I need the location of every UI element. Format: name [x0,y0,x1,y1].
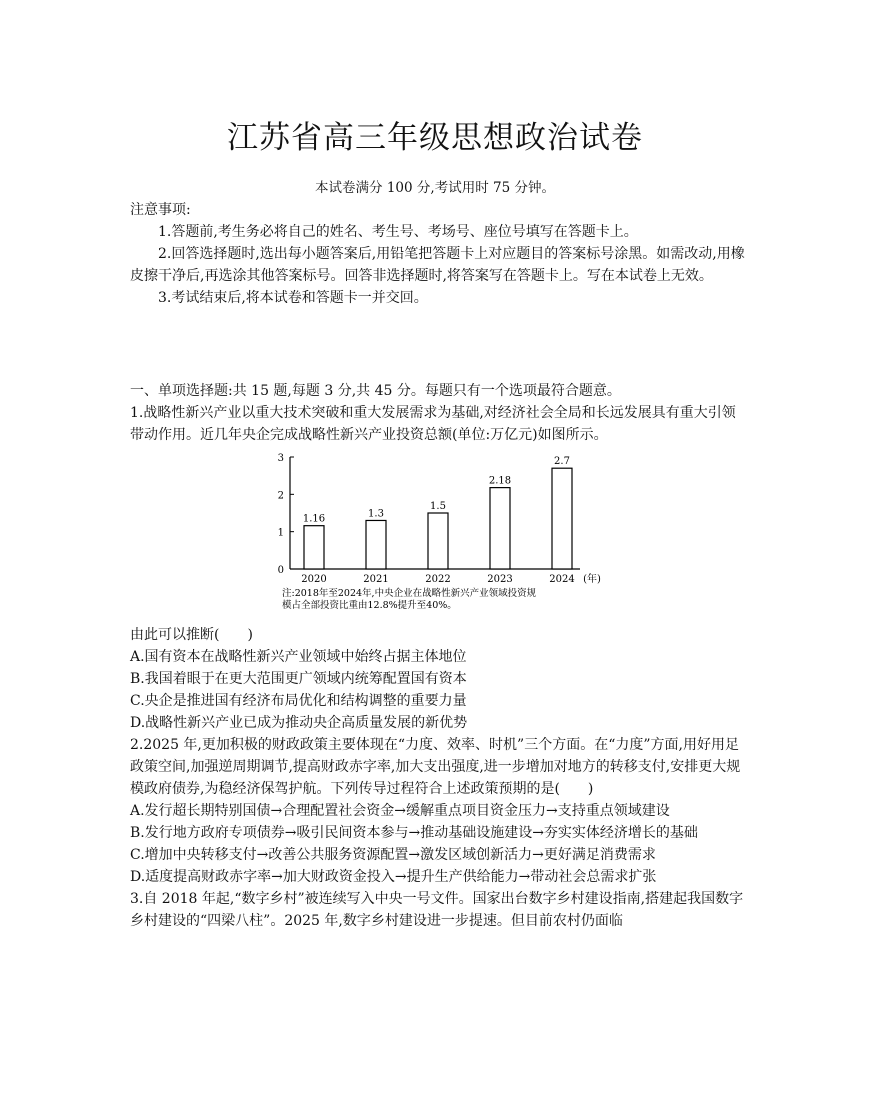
note-item: 1.答题前,考生务必将自己的姓名、考生号、考场号、座位号填写在答题卡上。 [158,224,638,240]
exam-title: 江苏省高三年级思想政治试卷 [227,120,643,156]
notes-section [130,199,745,309]
chart-note-line: 注:2018年至2024年,中央企业在战略性新兴产业领域投资规 [282,588,537,599]
question-1-section [130,380,745,446]
y-tick-label: 1 [277,527,284,539]
y-tick-label: 0 [277,565,284,576]
bar-value-label: 1.16 [302,513,326,525]
question-2-option: C.增加中央转移支付→改善公共服务资源配置→激发区域创新活力→更好满足消费需求 [130,847,656,863]
question-2-option: D.适度提高财政赤字率→加大财政资金投入→提升生产供给能力→带动社会总需求扩张 [130,869,657,885]
bar-value-label: 2.18 [488,475,512,487]
question-1-option: B.我国着眼于在更大范围更广领域内统筹配置国有资本 [130,671,467,687]
question-3-stem: 3.自 2018 年起,“数字乡村”被连续写入中央一号文件。国家出台数字乡村建设指南,搭建起我国数字乡村建设的“四梁八柱”。2025 年,数字乡村建设进一步提速。但目前农村仍面临 [130,891,744,929]
x-unit-label: (年) [583,574,601,585]
bar [552,468,572,569]
bar-value-label: 2.7 [554,456,570,468]
bar [304,526,324,569]
y-tick-label: 2 [277,490,284,502]
exam-subtitle: 本试卷满分 100 分,考试用时 75 分钟。 [315,180,555,196]
question-1-option: D.战略性新兴产业已成为推动央企高质量发展的新优势 [130,715,468,731]
note-item: 2.回答选择题时,选出每小题答案后,用铅笔把答题卡上对应题目的答案标号涂黑。如需改动,用橡皮擦干净后,再选涂其他答案标号。回答非选择题时,将答案写在答题卡上。写在本试卷上无效。 [130,246,745,284]
notes-heading: 注意事项: [130,202,191,218]
question-1-prompt: 由此可以推断( ) [130,627,253,643]
section-heading: 一、单项选择题:共 15 题,每题 3 分,共 45 分。每题只有一个选项最符合题意。 [130,383,621,399]
investment-bar-chart [260,449,620,619]
x-tick-label: 2023 [487,574,513,585]
bar-value-label: 1.3 [368,508,384,520]
chart-note-line: 模占全部投资比重由12.8%提升至40%。 [282,600,457,611]
y-tick-label: 3 [277,453,284,464]
x-tick-label: 2024 [549,574,575,585]
x-tick-label: 2022 [425,574,451,585]
bar [428,513,448,569]
bar-value-label: 1.5 [430,501,446,512]
question-2-option: A.发行超长期特别国债→合理配置社会资金→缓解重点项目资金压力→支持重点领域建设 [130,803,670,819]
question-2-option: B.发行地方政府专项债券→吸引民间资本参与→推动基础设施建设→夯实实体经济增长的基础 [130,825,698,841]
bar [490,488,510,569]
x-tick-label: 2021 [363,574,389,585]
question-1-stem: 1.战略性新兴产业以重大技术突破和重大发展需求为基础,对经济社会全局和长远发展具有重大引领带动作用。近几年央企完成战略性新兴产业投资总额(单位:万亿元)如图所示。 [130,405,736,443]
question-1-2-3-section [130,624,745,932]
note-item: 3.考试结束后,将本试卷和答题卡一并交回。 [158,290,428,306]
question-1-option: A.国有资本在战略性新兴产业领域中始终占据主体地位 [130,649,467,665]
question-1-option: C.央企是推进国有经济布局优化和结构调整的重要力量 [130,693,467,709]
x-tick-label: 2020 [301,574,327,585]
question-2-stem: 2.2025 年,更加积极的财政政策主要体现在“力度、效率、时机”三个方面。在“力度”方面,用好用足政策空间,加强逆周期调节,提高财政赤字率,加大支出强度,进一步增加对地方的转移支付,安排更大规模政府债券,为稳经济保驾护航。下列传导过程符合上述政策预期的是( ) [130,737,741,797]
bar [366,520,386,569]
chart-svg [260,449,620,619]
